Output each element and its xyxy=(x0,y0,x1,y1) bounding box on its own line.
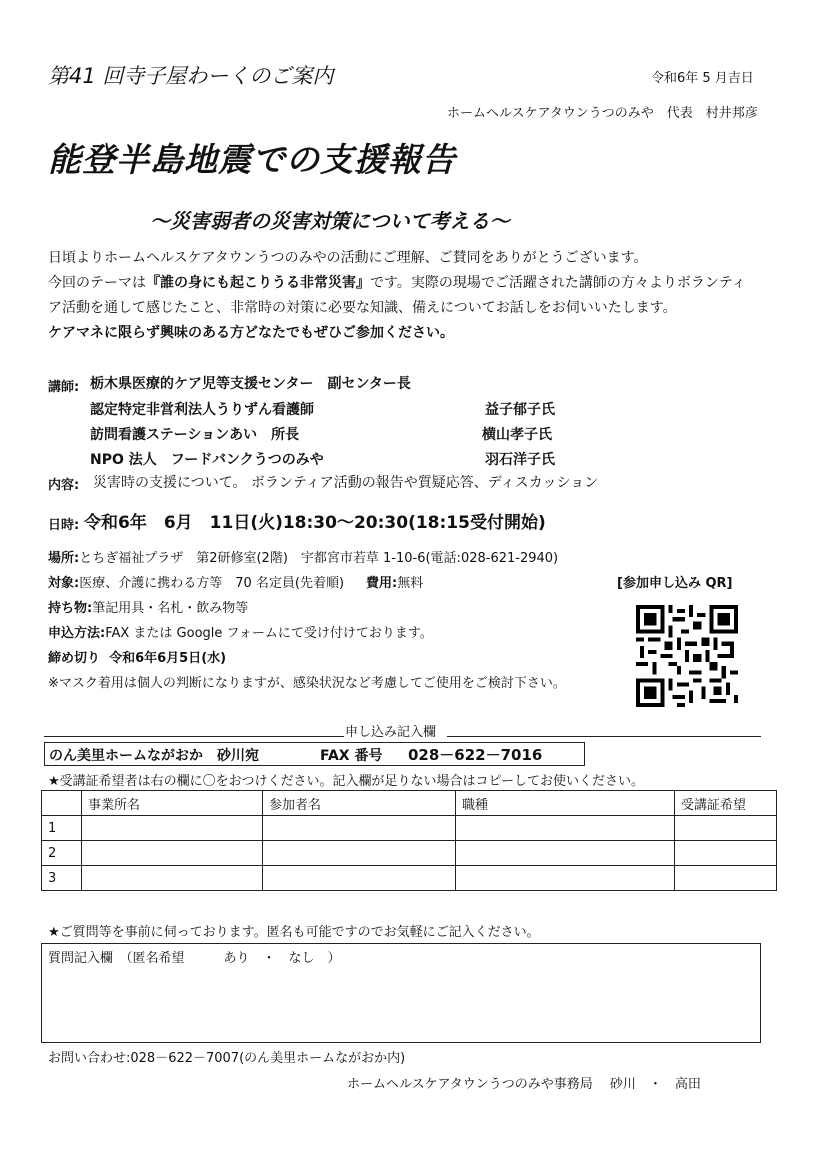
certificate-cell[interactable] xyxy=(675,866,777,891)
lecturer-name: 羽石洋子氏 xyxy=(485,452,555,468)
participant-name-cell[interactable] xyxy=(263,866,456,891)
mask-note: ※マスク着用は個人の判断になりますが、感染状況など考慮してご使用をご検討下さい。 xyxy=(48,676,566,691)
column-header xyxy=(42,791,82,816)
lecturer-org: 訪問看護ステーションあい 所長 xyxy=(90,427,300,443)
target xyxy=(48,572,344,591)
qr-label: [参加申し込み QR] xyxy=(617,576,733,591)
lecturer-org: NPO 法人 フードバンクうつのみや xyxy=(90,452,324,468)
qr-code[interactable] xyxy=(636,605,738,707)
table-row xyxy=(42,841,777,866)
issue-date: 令和6年 5 月吉日 xyxy=(651,71,754,86)
office-name-cell[interactable] xyxy=(82,841,263,866)
intro-theme: 『誰の身にも起こりうる非常災害』 xyxy=(146,275,370,291)
fax-label: FAX 番号 xyxy=(320,748,383,764)
column-header: 職種 xyxy=(456,791,675,816)
participant-name-cell[interactable] xyxy=(263,816,456,841)
event-title: 第41 回寺子屋わーくのご案内 xyxy=(48,64,334,88)
fee-text: 無料 xyxy=(397,576,424,591)
intro-line-3: ア活動を通して感じたこと、非常時の対策に必要な知識、備えについてお話しをお伺いいたします。 xyxy=(48,300,677,316)
office-name-cell[interactable] xyxy=(82,866,263,891)
lecturer-label: 講師: xyxy=(48,380,80,395)
job-type-cell[interactable] xyxy=(456,841,675,866)
intro-line-1: 日頃よりホームヘルスケアタウンうつのみやの活動にご理解、ご賛同をありがとうございます。 xyxy=(48,250,648,266)
column-header: 受講証希望 xyxy=(675,791,777,816)
office-name-cell[interactable] xyxy=(82,816,263,841)
participant-name-cell[interactable] xyxy=(263,841,456,866)
main-title: 能登半島地震での支援報告 xyxy=(48,140,456,179)
certificate-cell[interactable] xyxy=(675,841,777,866)
section-rule xyxy=(44,736,344,737)
table-row xyxy=(42,866,777,891)
lecturer-org: 栃木県医療的ケア児等支援センター 副センター長 xyxy=(90,376,411,392)
content-label: 内容: xyxy=(48,478,80,493)
row-number: 1 xyxy=(42,816,82,841)
intro-line-2-post: です。実際の現場でご活躍された講師の方々よりボランティ xyxy=(370,275,746,291)
question-box-label: 質問記入欄 （匿名希望 あり ・ なし ） xyxy=(48,951,341,966)
section-rule xyxy=(447,736,761,737)
deadline xyxy=(48,647,226,666)
fee-label: 費用: xyxy=(366,576,398,591)
intro-line-2-pre: 今回のテーマは xyxy=(48,275,146,291)
apply-text: FAX または Google フォームにて受け付けております。 xyxy=(105,626,433,641)
fax-number: 028－622－7016 xyxy=(408,746,543,764)
table-header xyxy=(42,791,777,816)
fee xyxy=(366,572,423,591)
application-table xyxy=(41,790,777,891)
apply xyxy=(48,622,433,641)
table-row xyxy=(42,816,777,841)
items-text: 筆記用具・名札・飲み物等 xyxy=(92,601,249,616)
target-label: 対象: xyxy=(48,576,80,591)
deadline-text: 令和6年6月5日(水) xyxy=(109,651,227,666)
venue xyxy=(48,547,558,566)
datetime-text: 令和6年 6月 11日(火)18:30～20:30(18:15受付開始) xyxy=(84,513,546,533)
items-label: 持ち物: xyxy=(48,601,93,616)
content-text: 災害時の支援について。 ボランティア活動の報告や質疑応答、ディスカッション xyxy=(93,475,599,491)
table-note: ★受講証希望者は右の欄に〇をおつけください。記入欄が足りない場合はコピーしてお使いください。 xyxy=(48,774,645,789)
questions-note: ★ご質問等を事前に伺っております。匿名も可能ですのでお気軽にご記入ください。 xyxy=(48,925,540,940)
venue-text: とちぎ福祉プラザ 第2研修室(2階) 宇都宮市若草 1-10-6(電話:028-621-2940) xyxy=(79,551,559,566)
lecturer-org: 認定特定非営利法人うりずん看護師 xyxy=(90,402,314,418)
application-title: 申し込み記入欄 xyxy=(345,725,437,740)
datetime-label: 日時: xyxy=(48,518,80,533)
job-type-cell[interactable] xyxy=(456,866,675,891)
certificate-cell[interactable] xyxy=(675,816,777,841)
fax-recipient: のん美里ホームながおか 砂川宛 xyxy=(49,748,259,764)
lecturer-name: 横山孝子氏 xyxy=(482,427,552,443)
column-header: 事業所名 xyxy=(82,791,263,816)
job-type-cell[interactable] xyxy=(456,816,675,841)
lecturer-name: 益子郁子氏 xyxy=(485,402,555,418)
venue-label: 場所: xyxy=(48,551,80,566)
apply-label: 申込方法: xyxy=(48,626,106,641)
subtitle: ～災害弱者の災害対策について考える～ xyxy=(150,209,510,233)
intro-line-4: ケアマネに限らず興味のある方どなたでもぜひご参加ください。 xyxy=(48,325,454,341)
column-header: 参加者名 xyxy=(263,791,456,816)
organizer: ホームヘルスケアタウンうつのみや 代表 村井邦彦 xyxy=(447,106,758,121)
target-text: 医療、介護に携わる方等 70 名定員(先着順) xyxy=(79,576,345,591)
intro-line-2 xyxy=(48,272,746,292)
row-number: 3 xyxy=(42,866,82,891)
contact-info: お問い合わせ:028－622－7007(のん美里ホームながおか内) xyxy=(48,1051,406,1066)
deadline-label: 締め切り xyxy=(48,651,101,666)
row-number: 2 xyxy=(42,841,82,866)
office-staff: ホームヘルスケアタウンうつのみや事務局 砂川 ・ 高田 xyxy=(347,1077,701,1092)
items xyxy=(48,597,248,616)
